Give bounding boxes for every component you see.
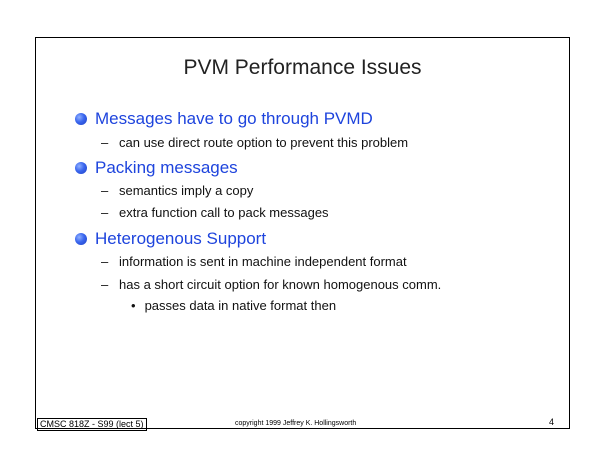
page-number: 4 [549,417,555,427]
footer-course [37,418,147,431]
bullet-item [75,158,238,178]
sub-text: can use direct route option to prevent this problem [119,135,409,150]
dash-icon: – [101,277,109,292]
sub-item [101,135,408,150]
bullet-text: Messages have to go through PVMD [95,109,373,128]
bullet-dot-icon [75,113,87,125]
sub-sub-item [131,298,336,313]
dash-icon: – [101,205,109,220]
bullet-text: Packing messages [95,158,238,177]
sub-text: has a short circuit option for known homogenous comm. [119,277,442,292]
bullet-dot-icon [75,233,87,245]
sub-text: extra function call to pack messages [119,205,329,220]
sub-sub-text: passes data in native format then [144,298,337,313]
bullet-item [75,109,373,129]
footer-copyright: copyright 1999 Jeffrey K. Hollingsworth [235,420,357,427]
dash-icon: – [101,183,109,198]
sub-text: information is sent in machine independent format [119,254,407,269]
bullet-dot-icon [75,162,87,174]
bullet-text: Heterogenous Support [95,229,267,248]
dot-icon: • [131,298,136,313]
bullet-item [75,229,266,249]
dash-icon: – [101,135,109,150]
slide-title: PVM Performance Issues [183,56,422,79]
sub-text: semantics imply a copy [119,183,254,198]
sub-item [101,183,253,198]
dash-icon: – [101,254,109,269]
sub-item [101,205,329,220]
sub-item [101,254,407,269]
course-label: CMSC 818Z - S99 (lect 5) [37,418,147,431]
sub-item [101,277,441,292]
